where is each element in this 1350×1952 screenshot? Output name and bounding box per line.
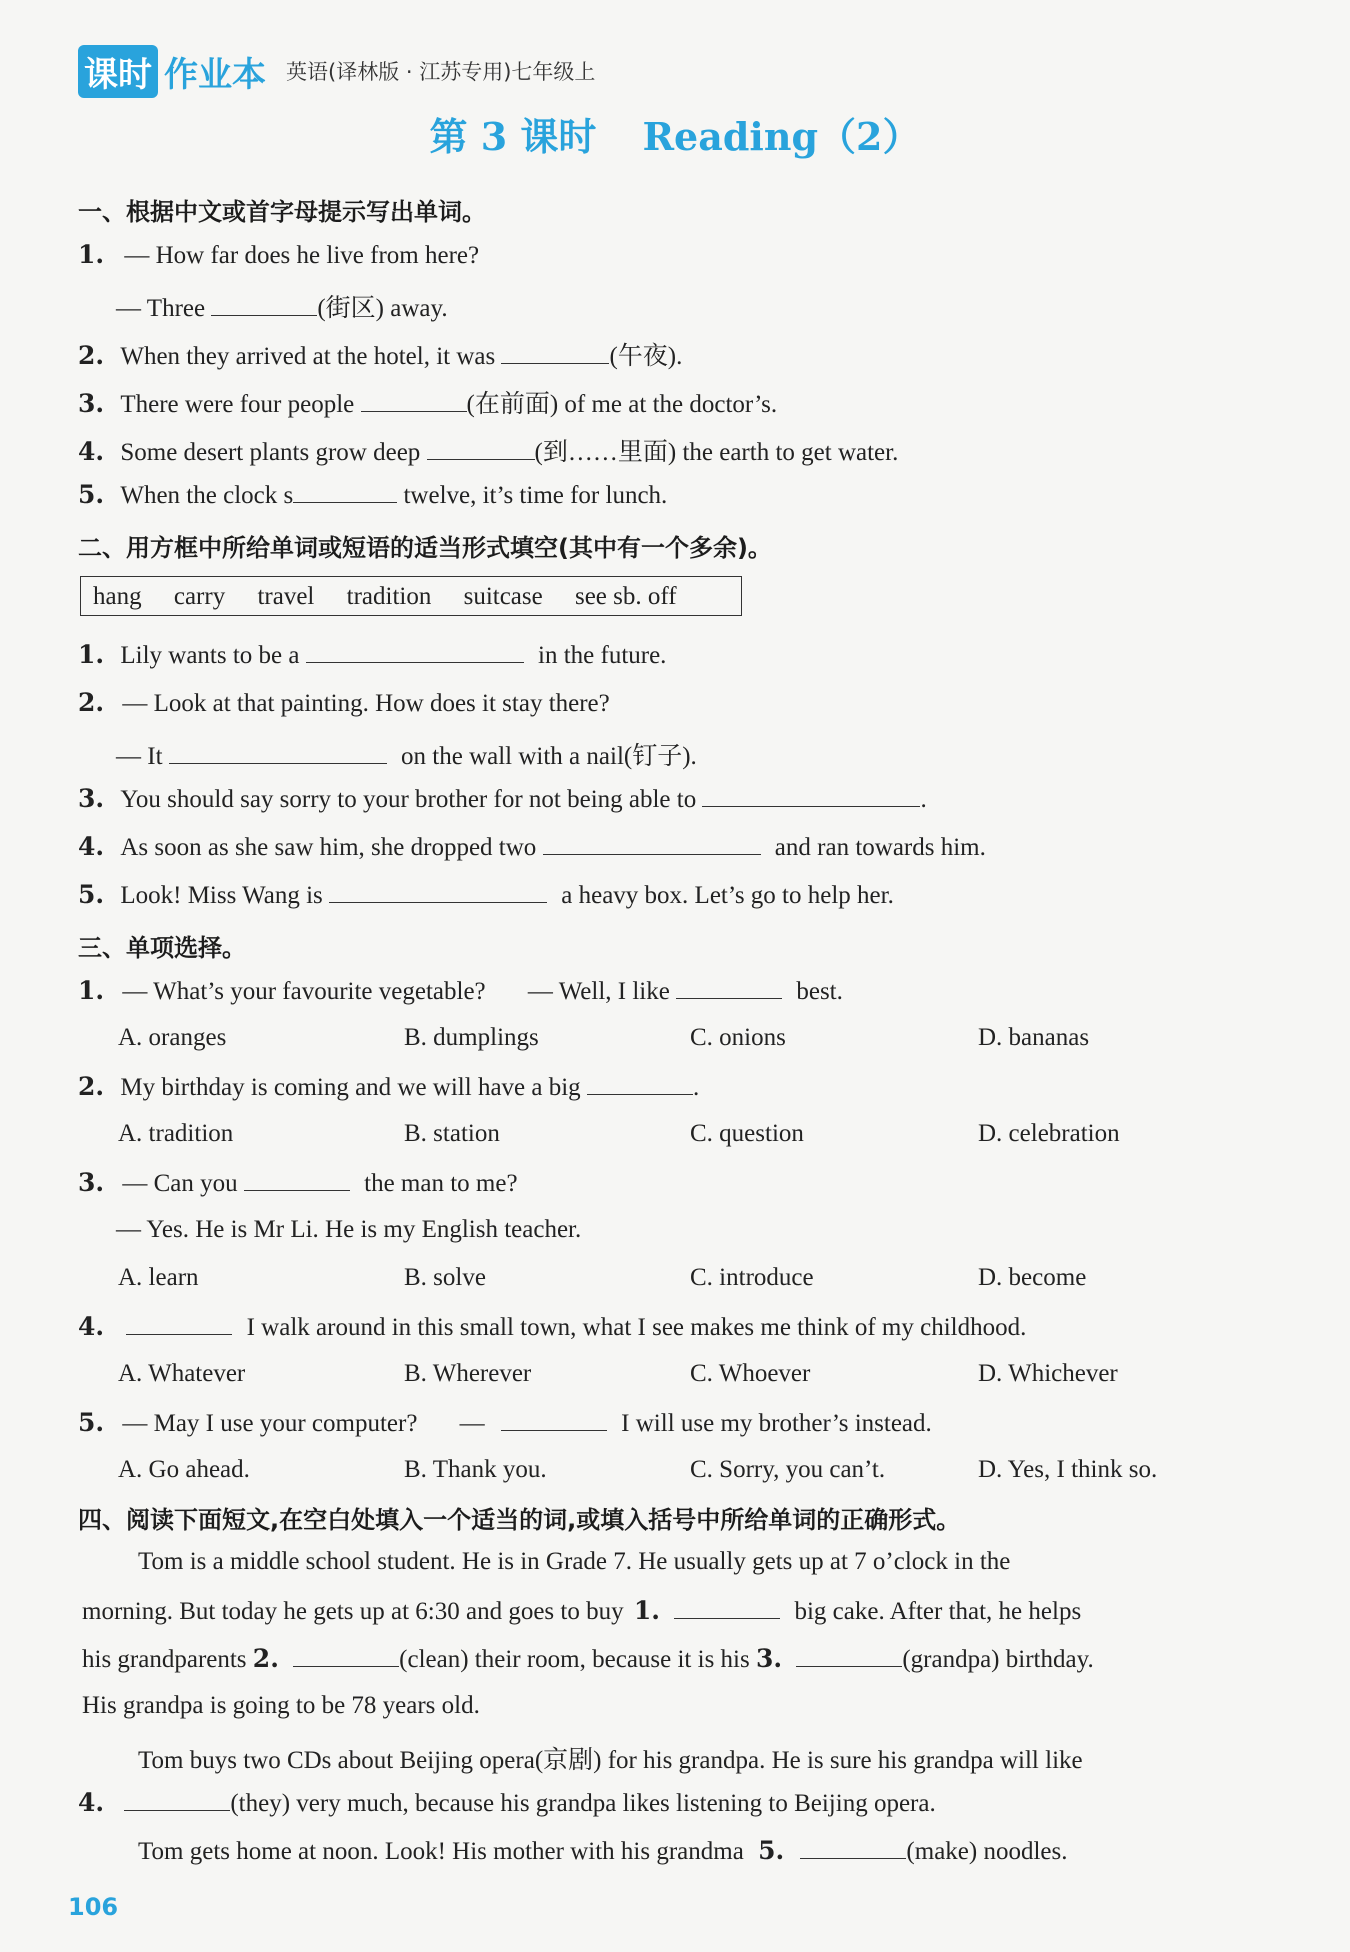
answer-blank[interactable] [211,295,317,316]
option-c[interactable]: C. introduce [690,1264,814,1291]
passage-text: (they) very much, because his grandpa likes listening to Beijing opera. [230,1790,936,1817]
question-text: Lily wants to be a [120,642,300,669]
s2-q2 [78,688,610,718]
s1-q1 [78,240,479,270]
option-a[interactable]: A. Go ahead. [118,1456,250,1483]
s1-q5 [78,480,667,510]
question-text: a heavy box. Let’s go to help her. [561,882,894,909]
section-3-title: 三、单项选择。 [78,934,246,962]
section-1-title: 一、根据中文或首字母提示写出单词。 [78,198,486,226]
question-text: When the clock s [120,482,294,509]
option-a[interactable]: A. oranges [118,1024,227,1051]
answer-blank[interactable] [124,1790,230,1811]
question-text: I will use my brother’s instead. [621,1410,932,1437]
answer-blank[interactable] [306,642,524,663]
question-number: 5. [78,880,105,909]
question-text: — [459,1410,485,1437]
option-b[interactable]: B. dumplings [404,1024,539,1051]
page-number: 106 [68,1893,119,1921]
question-text: My birthday is coming and we will have a big [120,1074,581,1101]
question-number: 3. [78,784,105,813]
question-number: 5. [78,480,105,509]
answer-blank[interactable] [800,1838,906,1859]
question-text: Some desert plants grow deep [120,439,421,466]
option-b[interactable]: B. Thank you. [404,1456,547,1483]
answer-blank[interactable] [702,786,920,807]
passage-text: (make) noodles. [906,1838,1068,1865]
question-number: 1. [78,976,105,1005]
publisher-logo [78,45,266,98]
hint-text: (街区) away. [317,295,448,322]
s2-q1 [78,640,666,670]
option-a[interactable]: A. Whatever [118,1360,246,1387]
question-text: — May I use your computer? [122,1410,418,1437]
s3-q3-reply: — Yes. He is Mr Li. He is my English teacher. [116,1216,582,1243]
s3-q5 [78,1408,932,1438]
blank-number: 5. [758,1836,785,1865]
blank-number: 1. [633,1596,660,1625]
lesson-title [0,106,1350,161]
question-text: There were four people [120,391,355,418]
question-text: best. [796,978,843,1005]
option-b[interactable]: B. Wherever [404,1360,532,1387]
option-a[interactable]: A. tradition [118,1120,234,1147]
passage-text: big cake. After that, he helps [794,1598,1082,1625]
answer-blank[interactable] [501,343,609,364]
word-bank-item: see sb. off [574,583,677,610]
question-number: 2. [78,341,105,370]
s2-q5 [78,880,894,910]
option-d[interactable]: D. bananas [978,1024,1090,1051]
question-text: — How far does he live from here? [124,242,480,269]
word-bank-item: suitcase [463,583,543,610]
s1-q1-answer [116,288,448,324]
question-text: When they arrived at the hotel, it was [120,343,496,370]
section-2-title: 二、用方框中所给单词或短语的适当形式填空(其中有一个多余)。 [78,534,772,562]
book-title: 英语(译林版 · 江苏专用)七年级上 [286,60,596,84]
answer-blank[interactable] [501,1410,607,1431]
question-text: and ran towards him. [774,834,986,861]
answer-blank[interactable] [293,1646,399,1667]
word-bank-item: travel [257,583,315,610]
s2-q3 [78,784,927,814]
s1-q4 [78,432,898,468]
passage-line: Tom buys two CDs about Beijing opera(京剧) for his grandpa. He is sure his grandpa will like [138,1747,1083,1774]
question-text: — It [116,743,163,770]
s2-q2-answer [116,736,697,772]
answer-blank[interactable] [587,1074,693,1095]
question-text: — What’s your favourite vegetable? [122,978,486,1005]
hint-text: (到……里面) the earth to get water. [534,439,899,466]
question-number: 4. [78,437,105,466]
question-text: — Three [116,295,206,322]
s3-q3 [78,1168,518,1198]
passage-text: morning. But today he gets up at 6:30 and goes to buy [82,1598,624,1625]
option-d[interactable]: D. celebration [978,1120,1120,1147]
option-c[interactable]: C. onions [690,1024,786,1051]
question-text: on the wall with a nail(钉子). [401,743,697,770]
question-text: I walk around in this small town, what I see makes me think of my childhood. [246,1314,1027,1341]
page-header [78,46,595,96]
answer-blank[interactable] [126,1314,232,1335]
answer-blank[interactable] [329,882,547,903]
s3-q1 [78,976,843,1006]
hint-text: (在前面) of me at the doctor’s. [466,391,778,418]
question-text: . [692,1074,700,1101]
question-number: 4. [78,1312,105,1341]
option-a[interactable]: A. learn [118,1264,199,1291]
question-number: 2. [78,1072,105,1101]
question-number: 5. [78,1408,105,1437]
question-text: — Look at that painting. How does it stay there? [122,690,610,717]
answer-blank[interactable] [543,834,761,855]
answer-blank[interactable] [676,978,782,999]
option-b[interactable]: B. solve [404,1264,486,1291]
logo-text: 作业本 [164,54,266,95]
lesson-number: 第 3 课时 [429,114,597,159]
s3-q2 [78,1072,699,1102]
word-bank-item: tradition [346,583,432,610]
passage-line [82,1596,1272,1626]
hint-text: (午夜). [609,343,683,370]
passage-text: Tom gets home at noon. Look! His mother with his grandma [138,1838,744,1865]
question-number: 1. [78,240,105,269]
option-c[interactable]: C. Whoever [690,1360,811,1387]
answer-blank[interactable] [293,482,397,503]
option-d[interactable]: D. Yes, I think so. [978,1456,1158,1483]
question-number: 4. [78,832,105,861]
lesson-name: Reading（2） [642,114,921,159]
passage-line [138,1836,1328,1866]
passage-line: Tom is a middle school student. He is in Grade 7. He usually gets up at 7 o’clock in the [138,1548,1011,1575]
option-d[interactable]: D. become [978,1264,1087,1291]
word-bank-item: hang [93,583,142,610]
question-text: . [920,786,927,813]
logo-boxed-text: 课时 [78,45,158,98]
answer-blank[interactable] [169,743,387,764]
question-number: 3. [78,1168,105,1197]
answer-blank[interactable] [361,391,467,412]
question-number: 2. [78,688,105,717]
blank-number: 3. [755,1644,783,1673]
s2-q4 [78,832,986,862]
question-text: in the future. [538,642,667,669]
question-text: As soon as she saw him, she dropped two [120,834,537,861]
question-text: twelve, it’s time for lunch. [403,482,668,509]
question-text: Look! Miss Wang is [120,882,323,909]
section-4-title: 四、阅读下面短文,在空白处填入一个适当的词,或填入括号中所给单词的正确形式。 [78,1506,961,1534]
option-b[interactable]: B. station [404,1120,500,1147]
question-text: — Can you [122,1170,238,1197]
passage-text: his grandparents [82,1646,247,1673]
answer-blank[interactable] [427,439,535,460]
question-text: You should say sorry to your brother for not being able to [120,786,697,813]
question-number: 3. [78,389,105,418]
option-c[interactable]: C. Sorry, you can’t. [690,1456,886,1483]
s1-q3 [78,384,777,420]
question-number: 1. [78,640,105,669]
passage-text: (clean) their room, because it is his [399,1646,750,1673]
passage-line [82,1644,1272,1674]
s1-q2 [78,336,682,372]
question-text: — Well, I like [527,978,670,1005]
word-bank-item: carry [173,583,226,610]
answer-blank[interactable] [674,1598,780,1619]
word-bank [80,576,742,616]
option-d[interactable]: D. Whichever [978,1360,1118,1387]
answer-blank[interactable] [244,1170,350,1191]
answer-blank[interactable] [796,1646,902,1667]
passage-line [78,1788,1268,1818]
blank-number: 2. [252,1644,279,1673]
passage-text: (grandpa) birthday. [902,1646,1094,1673]
blank-number: 4. [78,1788,105,1817]
s3-q4 [78,1312,1026,1342]
passage-line: His grandpa is going to be 78 years old. [82,1692,480,1719]
option-c[interactable]: C. question [690,1120,804,1147]
question-text: the man to me? [364,1170,518,1197]
